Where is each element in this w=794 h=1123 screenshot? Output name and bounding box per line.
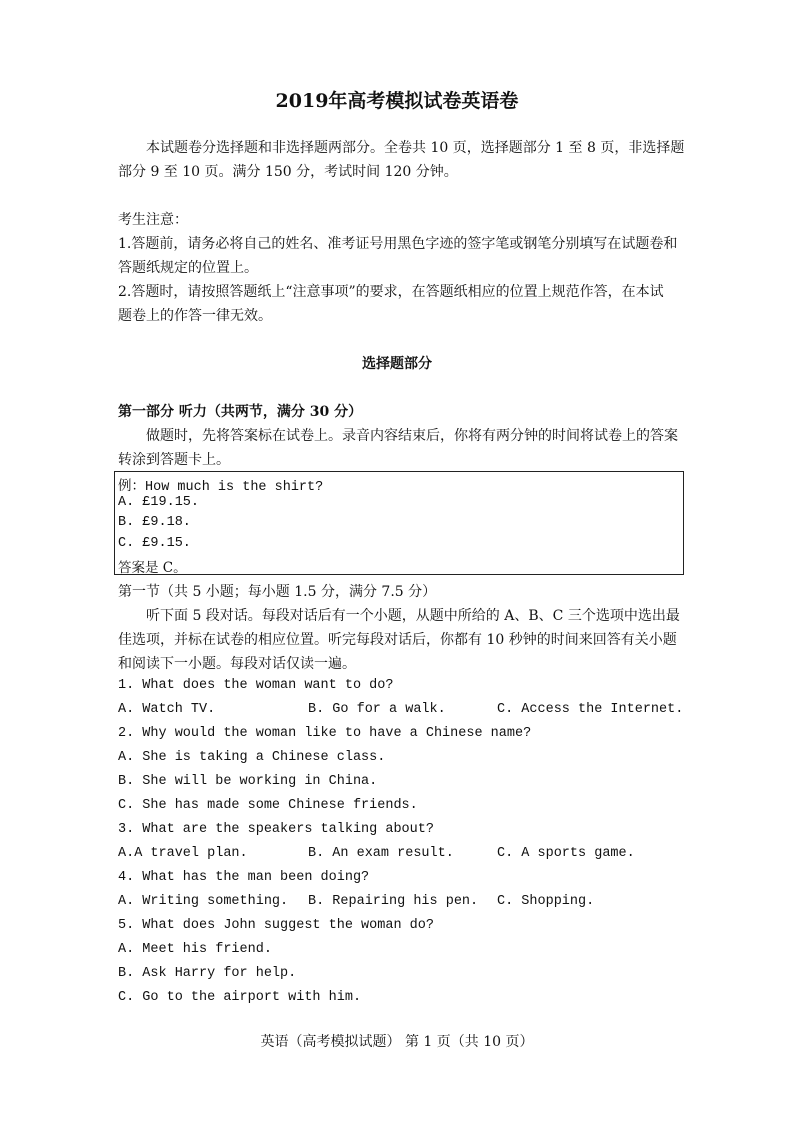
example-answer: 答案是 C。 [118, 560, 187, 576]
section1-instruction-line-2: 佳选项，并标在试卷的相应位置。听完每段对话后，你都有 10 秒钟的时间来回答有关小题 [118, 632, 677, 648]
part1-instruction-line-1: 做题时，先将答案标在试卷上。录音内容结束后，你将有两分钟的时间将试卷上的答案 [146, 428, 678, 444]
question-2-option-c: C. She has made some Chinese friends. [118, 798, 418, 813]
part1-heading: 第一部分 听力（共两节，满分 30 分） [118, 404, 363, 420]
question-2-text: 2. Why would the woman like to have a Chinese name? [118, 726, 532, 741]
part1-instruction-line-2: 转涂到答题卡上。 [118, 452, 230, 468]
question-1-option-b: B. Go for a walk. [308, 702, 446, 717]
question-1-option-c: C. Access the Internet. [497, 702, 684, 717]
section-title: 选择题部分 [362, 356, 432, 372]
example-option-a: A. £19.15. [118, 495, 200, 510]
question-4-option-b: B. Repairing his pen. [308, 894, 479, 909]
question-4-option-c: C. Shopping. [497, 894, 595, 909]
page-title: 2019年高考模拟试卷英语卷 [275, 90, 519, 112]
question-1-option-a: A. Watch TV. [118, 702, 216, 717]
notice-item-1-line-2: 答题纸规定的位置上。 [118, 260, 258, 276]
question-5-option-c: C. Go to the airport with him. [118, 990, 362, 1005]
question-5-text: 5. What does John suggest the woman do? [118, 918, 434, 933]
section1-heading: 第一节（共 5 小题；每小题 1.5 分，满分 7.5 分） [118, 584, 437, 600]
intro-line-2: 部分 9 至 10 页。满分 150 分，考试时间 120 分钟。 [118, 164, 458, 180]
question-3-option-b: B. An exam result. [308, 846, 454, 861]
section1-instruction-line-1: 听下面 5 段对话。每段对话后有一个小题，从题中所给的 A、B、C 三个选项中选出最 [146, 608, 680, 624]
notice-item-1-line-1: 1.答题前，请务必将自己的姓名、准考证号用黑色字迹的签字笔或钢笔分别填写在试题卷和 [118, 236, 678, 252]
question-5-option-b: B. Ask Harry for help. [118, 966, 297, 981]
example-option-c: C. £9.15. [118, 536, 191, 551]
question-4-text: 4. What has the man been doing? [118, 870, 370, 885]
question-2-option-a: A. She is taking a Chinese class. [118, 750, 386, 765]
section1-instruction-line-3: 和阅读下一小题。每段对话仅读一遍。 [118, 656, 356, 672]
intro-line-1: 本试题卷分选择题和非选择题两部分。全卷共 10 页，选择题部分 1 至 8 页，非选择题 [146, 140, 685, 156]
example-question: 例：How much is the shirt? [118, 480, 324, 495]
example-option-b: B. £9.18. [118, 515, 191, 530]
question-5-option-a: A. Meet his friend. [118, 942, 272, 957]
question-4-option-a: A. Writing something. [118, 894, 289, 909]
question-2-option-b: B. She will be working in China. [118, 774, 378, 789]
question-3-option-c: C. A sports game. [497, 846, 635, 861]
notice-item-2-line-2: 题卷上的作答一律无效。 [118, 308, 272, 324]
question-3-option-a: A.A travel plan. [118, 846, 248, 861]
question-3-text: 3. What are the speakers talking about? [118, 822, 434, 837]
page-footer: 英语（高考模拟试题） 第 1 页（共 10 页） [260, 1034, 534, 1050]
notice-item-2-line-1: 2.答题时，请按照答题纸上“注意事项”的要求，在答题纸相应的位置上规范作答，在本试 [118, 284, 664, 300]
question-1-text: 1. What does the woman want to do? [118, 678, 394, 693]
notice-heading: 考生注意： [118, 212, 188, 228]
